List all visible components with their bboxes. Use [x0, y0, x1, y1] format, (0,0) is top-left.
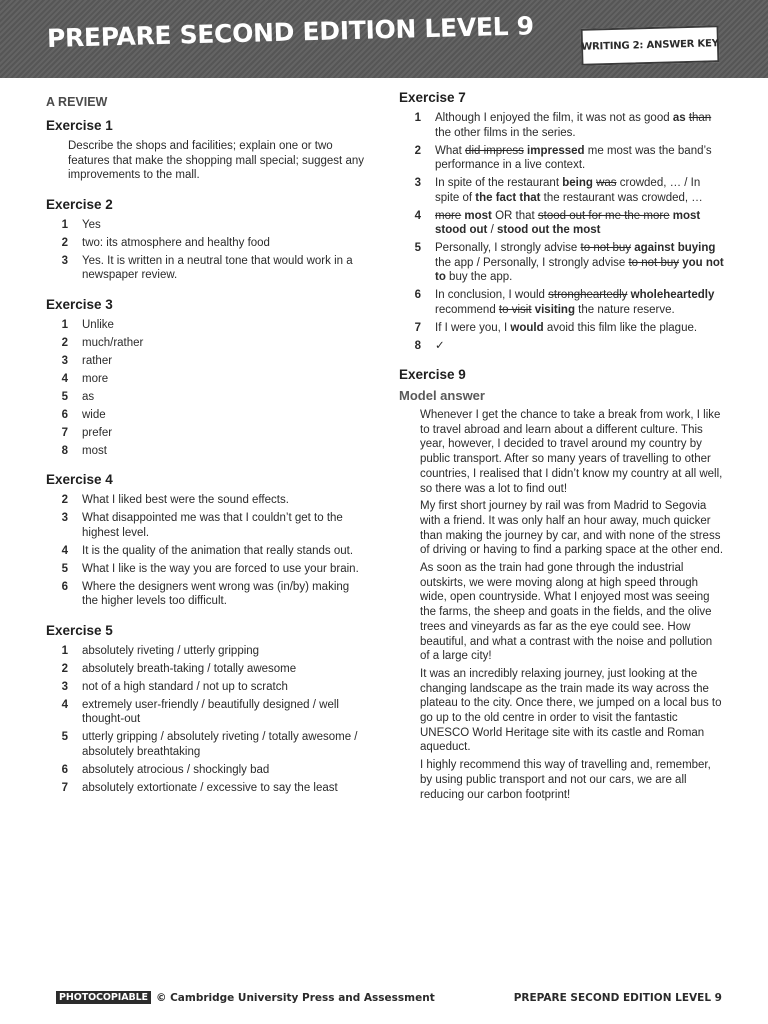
answer-item: [46, 218, 366, 233]
text-run: the nature reserve.: [574, 303, 675, 316]
answer-item: [46, 680, 366, 695]
item-text: Where the designers went wrong was (in/by) making the higher levels too difficult.: [82, 580, 350, 607]
right-column: [399, 90, 724, 816]
exercise-4: [46, 472, 366, 609]
correction-text: wholeheartedly: [630, 289, 715, 301]
correction-text: would: [510, 321, 544, 334]
correction-text: the fact that: [475, 191, 541, 204]
model-answer-heading: Model answer: [399, 388, 485, 403]
item-number: 2: [414, 144, 421, 157]
item-text: [421, 111, 724, 140]
item-text: Yes: [82, 218, 101, 231]
answer-item: [46, 662, 366, 677]
section-heading: A REVIEW: [46, 95, 108, 109]
answer-item: [46, 390, 366, 405]
text-run: me most was the band’s performance in a live context.: [435, 144, 712, 171]
item-number: 1: [61, 318, 68, 331]
model-paragraph: My first short journey by rail was from Madrid to Segovia with a friend. It was only half an hour away, much quicker than making the journey by car, and with none of the stress of driving or having to find a parking space at the other end.: [420, 500, 724, 557]
answer-item: [46, 763, 366, 778]
item-number: 6: [61, 580, 68, 593]
correction-text: you not to: [435, 256, 724, 283]
item-number: 7: [61, 426, 68, 439]
item-text: [421, 209, 724, 238]
answer-item: [399, 321, 724, 336]
item-number: 4: [61, 544, 68, 557]
item-text: What I liked best were the sound effects.: [82, 494, 289, 506]
answer-item: [46, 318, 366, 333]
struck-text: stood out for me the more: [537, 209, 670, 222]
exercise-title: Exercise 3: [46, 296, 113, 312]
item-text: absolutely atrocious / shockingly bad: [82, 763, 270, 776]
answer-item: [46, 408, 366, 423]
model-paragraph: It was an incredibly relaxing journey, just looking at the changing landscape as the train made its way across the plateau to the city. Once there, we jumped on a local bus to go up to the old centre in order to visit the fantastic UNESCO World Heritage site with its castle and Roman aqueduct.: [420, 667, 722, 754]
answer-item: [399, 288, 724, 317]
item-number: 2: [61, 494, 68, 506]
struck-text: to not buy: [580, 242, 632, 254]
answer-item: [46, 444, 366, 459]
item-number: 3: [61, 680, 68, 693]
model-paragraph: Whenever I get the chance to take a break from work, I like to travel abroad and learn about a different culture. This year, however, I decided to travel around my country by public transport. After so many years of travelling to other countries, I realised that I didn’t know my country at all well, so there was a lot to find out!: [420, 409, 723, 495]
text-run: crowded, … / In spite of: [435, 177, 701, 204]
item-text: absolutely riveting / utterly gripping: [82, 644, 260, 657]
item-number: 5: [61, 562, 68, 575]
item-number: 1: [61, 644, 68, 657]
answer-item: [46, 426, 366, 441]
item-number: 8: [414, 339, 421, 352]
struck-text: strongheartedly: [548, 289, 628, 301]
item-text: [421, 321, 724, 336]
page-header: [0, 0, 768, 78]
answer-item: [399, 241, 724, 285]
item-text: absolutely breath-taking / totally awesome: [82, 662, 297, 675]
item-text: What disappointed me was that I couldn’t get to the highest level.: [82, 512, 343, 539]
exercise-title: Exercise 2: [46, 196, 113, 212]
answer-item: [46, 493, 366, 508]
exercise-title: Exercise 9: [399, 367, 466, 382]
item-number: 6: [61, 408, 68, 421]
answer-item: [46, 236, 366, 251]
text-run: In spite of the restaurant: [435, 177, 563, 189]
item-number: 5: [61, 390, 68, 403]
text-run: buy the app.: [445, 271, 513, 283]
struck-text: did impress: [465, 144, 524, 157]
item-number: 2: [61, 662, 68, 675]
item-number: 3: [61, 512, 68, 524]
checkmark-icon: ✓: [435, 339, 445, 352]
exercise-7: [399, 90, 724, 353]
item-text: [421, 144, 724, 173]
item-number: 2: [61, 236, 68, 249]
text-run: the restaurant was crowded, …: [540, 191, 703, 204]
exercise-title: Exercise 1: [46, 118, 113, 133]
correction-text: stood out the most: [496, 224, 601, 236]
correction-text: most stood out: [435, 209, 701, 236]
correction-text: impressed: [523, 144, 585, 157]
item-text: two: its atmosphere and healthy food: [82, 236, 270, 249]
item-text: as: [82, 390, 95, 403]
answer-item: [46, 254, 366, 283]
item-number: 5: [61, 731, 68, 743]
item-number: 6: [414, 289, 421, 301]
exercise-title: Exercise 4: [46, 472, 113, 487]
item-text: It is the quality of the animation that really stands out.: [82, 544, 354, 557]
item-number: 7: [414, 321, 421, 334]
model-paragraph: As soon as the train had gone through the industrial outskirts, we were moving along at high speed through wide, open countryside. What I enjoyed most was seeing the farms, the sheep and goats in the fields, and the olive trees and vineyards as far as the eye could see. How beautiful, and what a contrast with the noise and pollution of a large city!: [420, 562, 713, 663]
answer-item: [399, 339, 724, 354]
exercise-9: [399, 367, 724, 802]
item-number: 4: [61, 372, 68, 385]
copyright-text: © Cambridge University Press and Assessment: [155, 991, 435, 1004]
text-run: the app / Personally, I strongly advise: [435, 256, 629, 269]
left-column: [46, 95, 366, 809]
answer-item: [46, 354, 366, 369]
answer-item: [46, 562, 366, 577]
section-badge: WRITING 2: ANSWER KEY: [581, 25, 720, 66]
exercise-3: [46, 297, 366, 459]
text-run: OR that: [491, 209, 538, 222]
answer-item: [46, 698, 366, 727]
item-text: more: [82, 372, 109, 385]
exercise-text: Describe the shops and facilities; explain one or two features that make the shopping mall special; suggest any improvements to the mall.: [68, 140, 364, 181]
struck-text: to visit: [498, 303, 532, 316]
answer-item: [399, 176, 724, 205]
answer-item: [46, 544, 366, 559]
item-text: Yes. It is written in a neutral tone that would work in a newspaper review.: [82, 254, 353, 281]
answer-item: [46, 336, 366, 351]
text-run: /: [487, 224, 497, 236]
correction-text: against buying: [631, 242, 716, 254]
item-number: 6: [61, 763, 68, 776]
answer-item: [46, 644, 366, 659]
answer-item: [46, 511, 366, 540]
item-number: 1: [414, 112, 421, 124]
model-paragraph: I highly recommend this way of travelling and, remember, by using public transport and not our cars, we are all reducing our carbon footprint!: [420, 759, 711, 801]
text-run: recommend: [435, 303, 499, 316]
item-text: [421, 241, 724, 285]
item-number: 3: [61, 354, 68, 367]
photocopiable-label: PHOTOCOPIABLE: [56, 991, 151, 1004]
exercise-2: [46, 197, 366, 283]
item-number: 4: [414, 209, 421, 222]
exercise-1: [46, 118, 366, 183]
page-title: PREPARE SECOND EDITION LEVEL 9: [46, 11, 535, 53]
item-text: prefer: [82, 426, 113, 439]
struck-text: than: [688, 112, 712, 124]
answer-item: [399, 111, 724, 140]
item-text: utterly gripping / absolutely riveting / totally awesome / absolutely breathtaking: [82, 731, 358, 758]
footer-right: PREPARE SECOND EDITION LEVEL 9: [513, 992, 722, 1004]
answer-item: [399, 209, 724, 238]
item-text: [421, 288, 724, 317]
item-number: 7: [61, 781, 68, 794]
item-text: much/rather: [82, 336, 144, 349]
answer-item: [399, 144, 724, 173]
item-text: wide: [82, 408, 106, 421]
correction-text: most: [461, 209, 492, 222]
item-text: not of a high standard / not up to scratch: [82, 680, 288, 693]
exercise-title: Exercise 7: [399, 90, 466, 105]
text-run: avoid this film like the plague.: [543, 321, 698, 334]
item-number: 8: [61, 444, 68, 457]
text-run: Although I enjoyed the film, it was not as good: [435, 112, 673, 124]
item-number: 3: [61, 254, 68, 267]
item-text: [421, 176, 724, 205]
item-number: 2: [61, 336, 68, 349]
item-text: What I like is the way you are forced to use your brain.: [82, 562, 359, 575]
struck-text: was: [596, 177, 617, 189]
struck-text: to not buy: [628, 256, 679, 269]
correction-text: visiting: [531, 303, 575, 316]
item-text: absolutely extortionate / excessive to say the least: [82, 781, 338, 794]
item-text: extremely user-friendly / beautifully designed / well thought-out: [82, 698, 339, 725]
answer-item: [46, 730, 366, 759]
footer-left: [56, 991, 435, 1004]
answer-item: [46, 580, 366, 609]
correction-text: as: [672, 112, 686, 124]
struck-text: more: [435, 209, 462, 222]
item-text: rather: [82, 354, 113, 367]
item-number: 1: [61, 218, 68, 231]
text-run: the other films in the series.: [435, 126, 576, 139]
correction-text: being: [562, 177, 593, 189]
text-run: In conclusion, I would: [435, 289, 549, 301]
exercise-title: Exercise 5: [46, 622, 113, 638]
item-number: 5: [414, 242, 421, 254]
item-number: 3: [414, 177, 421, 189]
text-run: What: [435, 144, 466, 157]
item-number: 4: [61, 698, 68, 711]
text-run: If I were you, I: [435, 321, 511, 334]
exercise-5: [46, 623, 366, 796]
answer-item: [46, 372, 366, 387]
answer-item: [46, 781, 366, 796]
item-text: most: [82, 444, 107, 457]
text-run: Personally, I strongly advise: [435, 242, 581, 254]
item-text: Unlike: [82, 318, 114, 331]
